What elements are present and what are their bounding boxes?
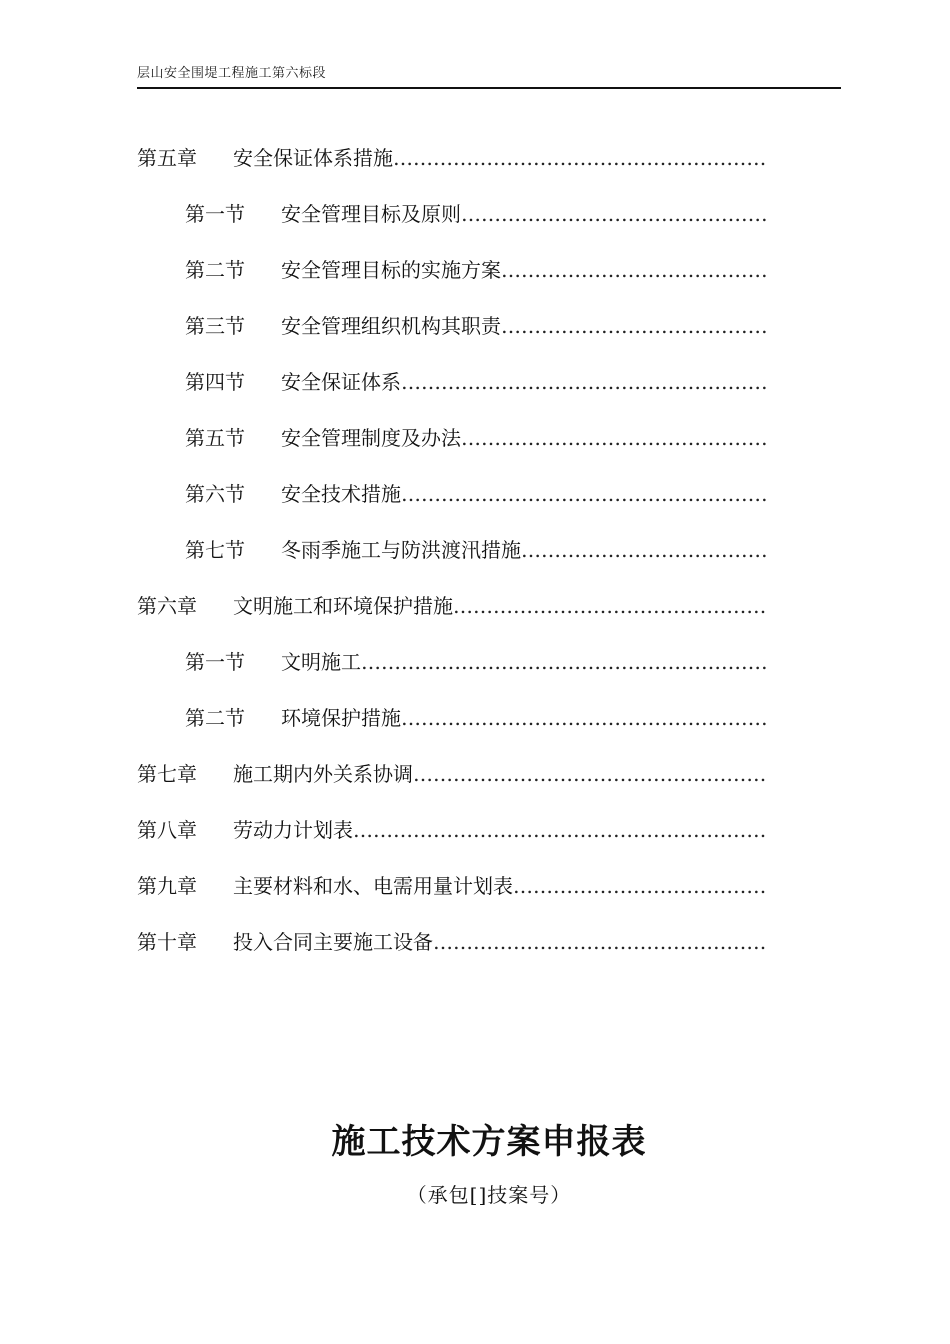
toc-leader-dots: [401, 479, 767, 509]
toc-entry-section: [137, 199, 777, 255]
toc-leader-dots: [461, 423, 767, 453]
toc-entry-number: 第五节: [185, 426, 245, 450]
toc-entry-title: 安全技术措施: [281, 482, 401, 506]
toc-entry-section: [137, 367, 777, 423]
toc-entry-title: 安全管理制度及办法: [281, 426, 461, 450]
toc-leader-dots: [433, 927, 767, 957]
page-header: [137, 66, 841, 89]
toc-leader-dots: [501, 311, 767, 341]
form-subtitle: （承包[]技案号）: [406, 1183, 572, 1207]
table-of-contents: [137, 143, 777, 983]
toc-entry-number: 第一节: [185, 202, 245, 226]
toc-entry-chapter-7: [137, 759, 777, 815]
toc-entry-chapter-8: [137, 815, 777, 871]
form-title: 施工技术方案申报表: [331, 1122, 647, 1162]
toc-entry-number: 第三节: [185, 314, 245, 338]
toc-entry-section: [137, 311, 777, 367]
toc-leader-dots: [513, 871, 767, 901]
toc-entry-title: 施工期内外关系协调: [233, 762, 413, 786]
toc-entry-title: 安全保证体系: [281, 370, 401, 394]
toc-entry-title: 冬雨季施工与防洪渡汛措施: [281, 538, 521, 562]
toc-entry-chapter-10: [137, 927, 777, 983]
toc-entry-section: [137, 647, 777, 703]
toc-entry-number: 第七节: [185, 538, 245, 562]
toc-entry-title: 安全管理组织机构其职责: [281, 314, 501, 338]
header-title: 层山安全围堤工程施工第六标段: [137, 66, 327, 81]
toc-entry-section: [137, 479, 777, 535]
toc-entry-title: 安全保证体系措施: [233, 146, 393, 170]
toc-leader-dots: [501, 255, 767, 285]
toc-entry-title: 文明施工: [281, 650, 361, 674]
toc-entry-title: 劳动力计划表: [233, 818, 353, 842]
toc-entry-chapter-6: [137, 591, 777, 647]
toc-entry-number: 第五章: [137, 146, 197, 170]
toc-entry-chapter-9: [137, 871, 777, 927]
toc-leader-dots: [393, 143, 767, 173]
toc-entry-title: 安全管理目标的实施方案: [281, 258, 501, 282]
toc-entry-section: [137, 535, 777, 591]
toc-entry-number: 第二节: [185, 258, 245, 282]
toc-leader-dots: [361, 647, 767, 677]
toc-leader-dots: [401, 703, 767, 733]
toc-entry-title: 环境保护措施: [281, 706, 401, 730]
toc-entry-number: 第二节: [185, 706, 245, 730]
toc-entry-number: 第八章: [137, 818, 197, 842]
toc-entry-title: 主要材料和水、电需用量计划表: [233, 874, 513, 898]
toc-leader-dots: [401, 367, 767, 397]
toc-entry-title: 投入合同主要施工设备: [233, 930, 433, 954]
toc-entry-number: 第六节: [185, 482, 245, 506]
toc-entry-number: 第十章: [137, 930, 197, 954]
toc-leader-dots: [461, 199, 767, 229]
toc-entry-title: 安全管理目标及原则: [281, 202, 461, 226]
toc-leader-dots: [353, 815, 767, 845]
toc-leader-dots: [413, 759, 767, 789]
toc-entry-section: [137, 703, 777, 759]
toc-entry-number: 第九章: [137, 874, 197, 898]
toc-entry-title: 文明施工和环境保护措施: [233, 594, 453, 618]
toc-entry-section: [137, 255, 777, 311]
toc-entry-number: 第四节: [185, 370, 245, 394]
toc-entry-number: 第一节: [185, 650, 245, 674]
toc-entry-chapter-5: [137, 143, 777, 199]
toc-entry-section: [137, 423, 777, 479]
toc-leader-dots: [521, 535, 767, 565]
toc-entry-number: 第七章: [137, 762, 197, 786]
toc-entry-number: 第六章: [137, 594, 197, 618]
toc-leader-dots: [453, 591, 767, 621]
